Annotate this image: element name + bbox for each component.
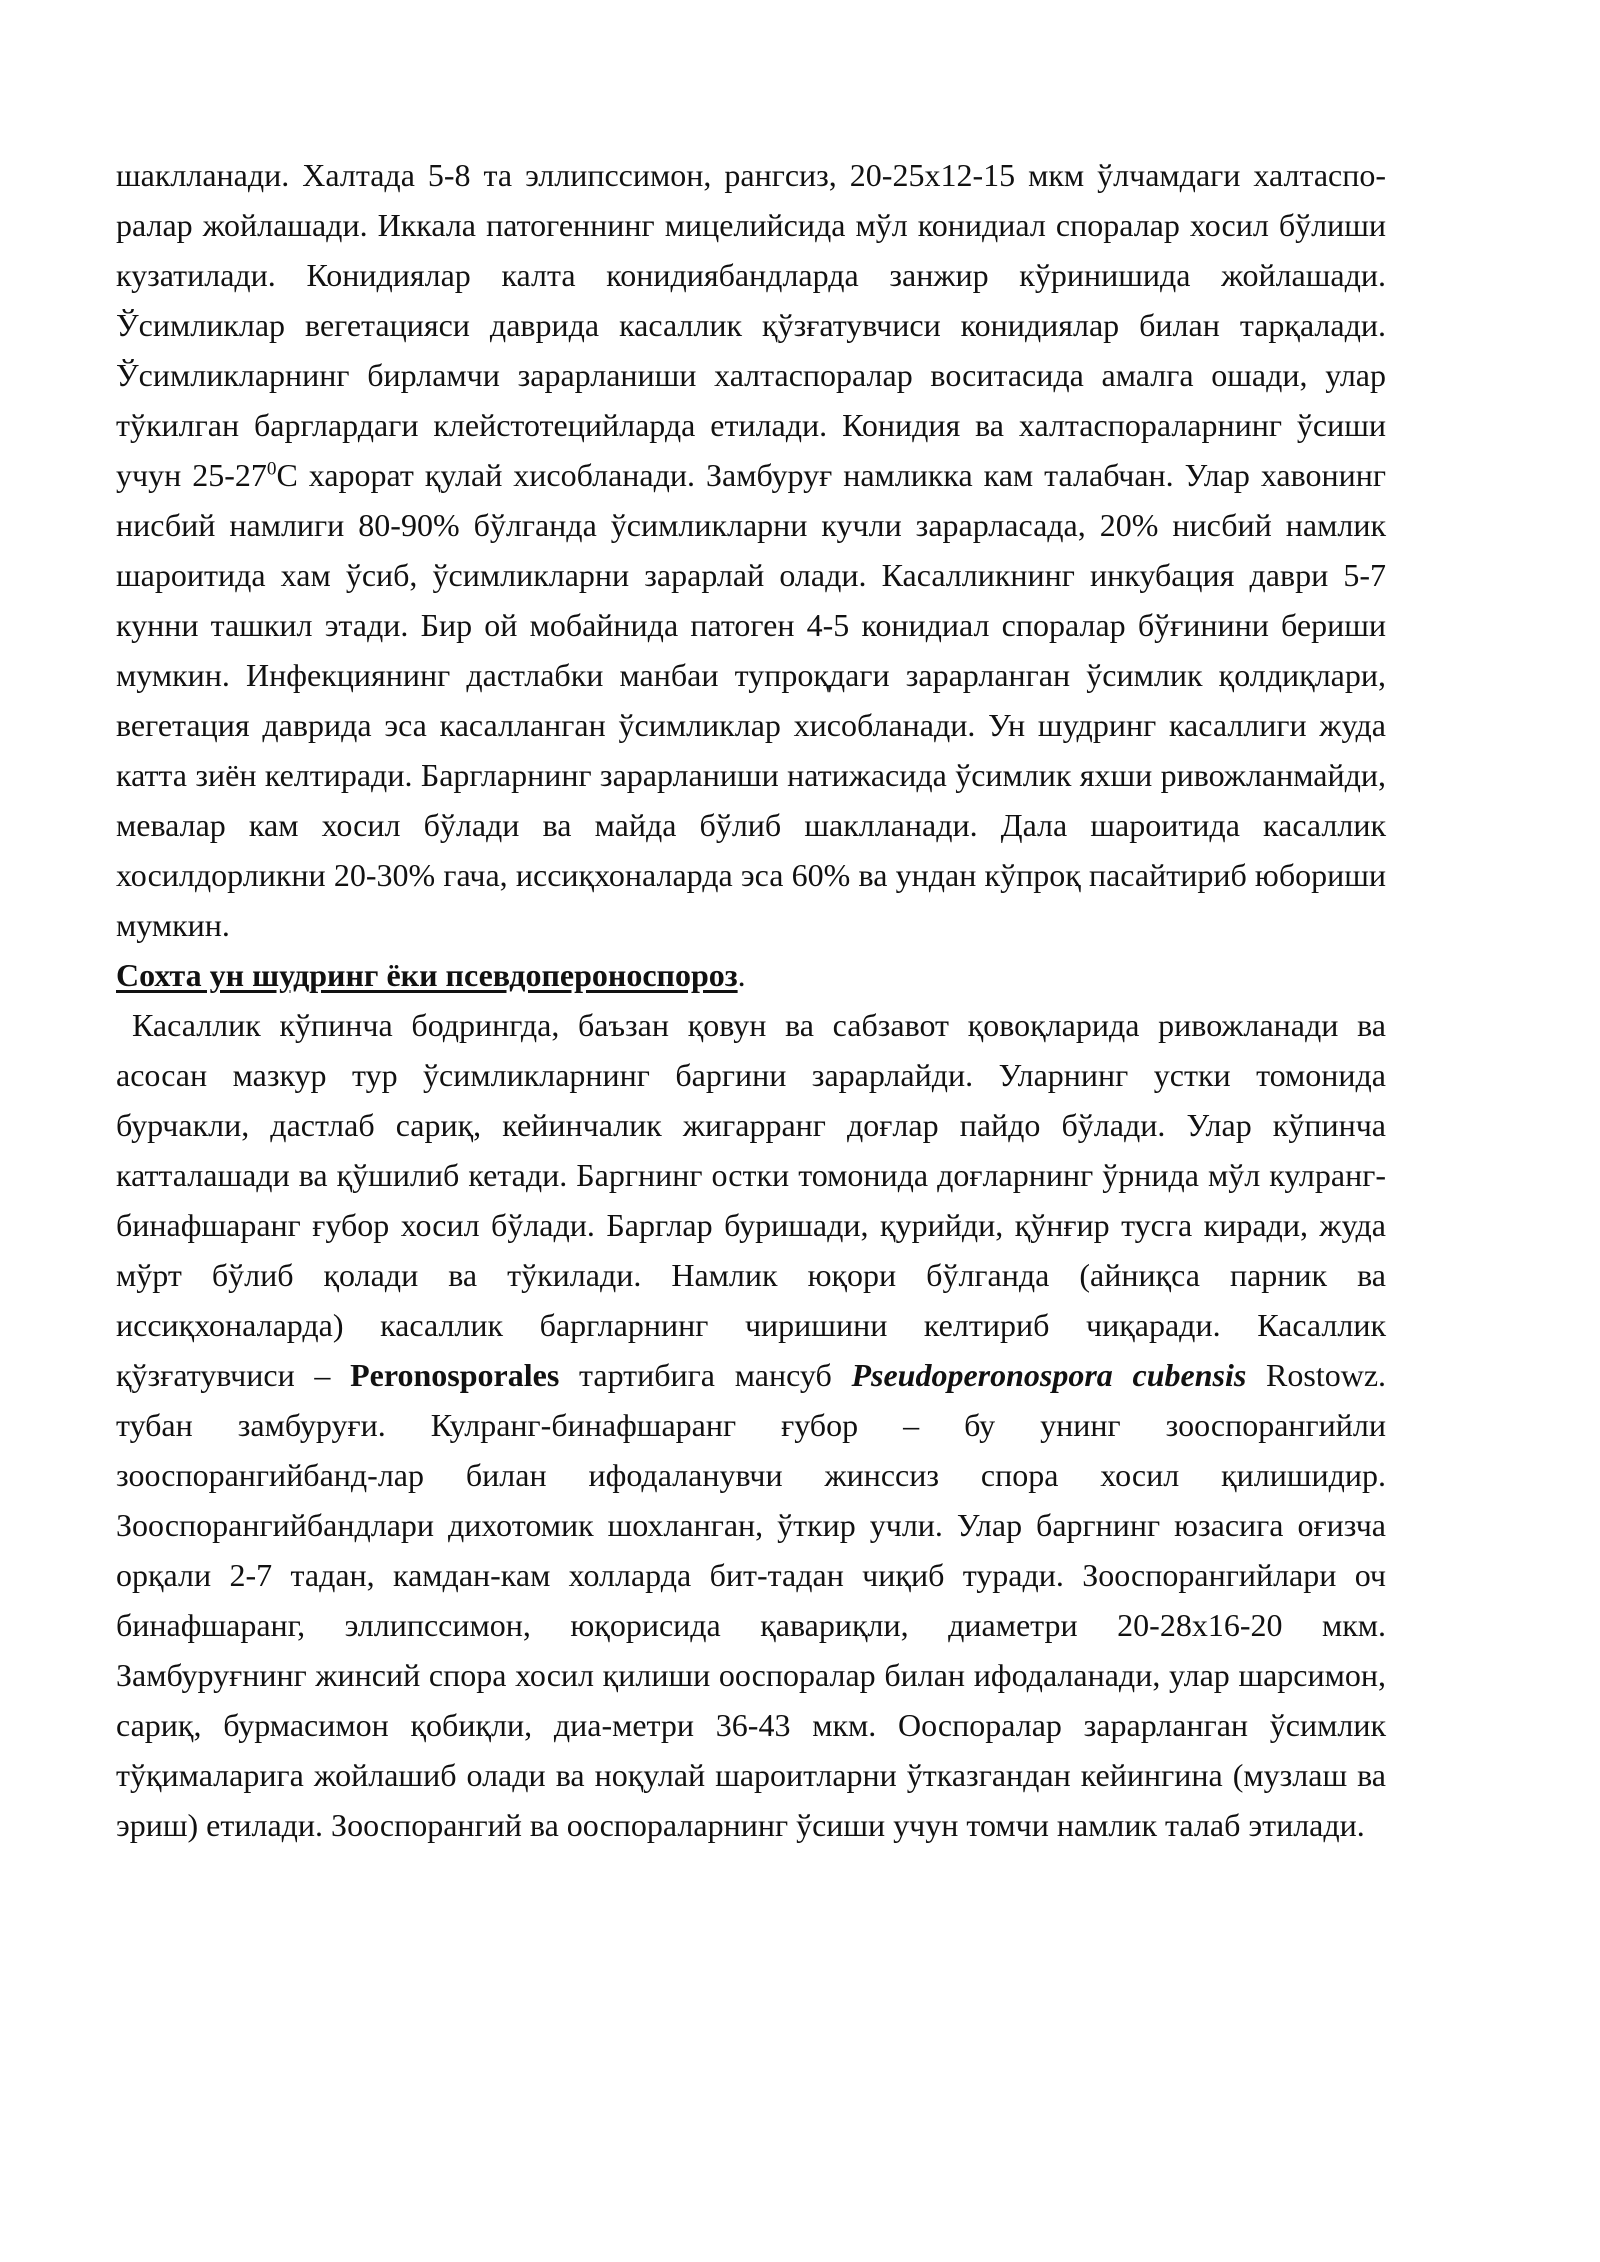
document-page: [116, 150, 1386, 1850]
taxon-order: Peronosporales: [350, 1357, 560, 1393]
degree-superscript: 0: [266, 458, 277, 480]
body-paragraph-2: [116, 1000, 1386, 1850]
paragraph-1-text-a: шаклланади. Халтада 5-8 та эллипссимон, рангсиз, 20-25х12-15 мкм ўлчамдаги халтаспо-ралар жойлашади. Иккала патогеннинг мицелийсида мўл конидиал споралар хосил бўлиши кузатилади. Конидиялар калта конидиябандларда занжир кўринишида жойлашади. Ўсимликлар вегетацияси даврида касаллик қўзғатувчиси конидиялар билан тарқалади. Ўсимликларнинг бирламчи зарарланиши халтаспоралар воситасида амалга ошади, улар тўкилган барглардаги клейстотецийларда етилади. Конидия ва халтаспораларнинг ўсиши учун 25-27: [116, 157, 1386, 493]
body-paragraph-1: [116, 150, 1386, 950]
paragraph-1-text-b: С харорат қулай хисобланади. Замбуруғ намликка кам талабчан. Улар хавонинг нисбий намлиги 80-90% бўлганда ўсимликларни кучли зарарласада, 20% нисбий намлик шароитида хам ўсиб, ўсимликларни зарарлай олади. Касалликнинг инкубация даври 5-7 кунни ташкил этади. Бир ой мобайнида патоген 4-5 конидиал споралар бўғинини бериши мумкин. Инфекциянинг дастлабки манбаи тупроқдаги зарарланган ўсимлик қолдиқлари, вегетация даврида эса касалланган ўсимликлар хисобланади. Ун шудринг касаллиги жуда катта зиён келтиради. Баргларнинг зарарланиши натижасида ўсимлик яхши ривожланмайди, мевалар кам хосил бўлади ва майда бўлиб шаклланади. Дала шароитида касаллик хосилдорликни 20-30% гача, иссиқхоналарда эса 60% ва ундан кўпроқ пасайтириб юбориши мумкин.: [116, 457, 1387, 943]
paragraph-2-text-b: тартибига мансуб: [559, 1357, 852, 1393]
taxon-species: Pseudoperonospora cubensis: [851, 1357, 1247, 1393]
section-heading: [116, 950, 1386, 1000]
paragraph-2-text-a: Касаллик кўпинча бодрингда, баъзан қовун ва сабзавот қовоқларида ривожланади ва асосан мазкур тур ўсимликларнинг баргини зарарлайди. Уларнинг устки томонида бурчакли, дастлаб сариқ, кейинчалик жигарранг доғлар пайдо бўлади. Улар кўпинча катталашади ва қўшилиб кетади. Баргнинг остки томонида доғларнинг ўрнида мўл кулранг-бинафшаранг ғубор хосил бўлади. Барглар буришади, қурийди, қўнғир тусга киради, жуда мўрт бўлиб қолади ва тўкилади. Намлик юқори бўлганда (айниқса парник ва иссиқхоналарда) касаллик баргларнинг чиришини келтириб чиқаради. Касаллик қўзғатувчиси –: [116, 1007, 1386, 1393]
paragraph-2-text-c: Rostowz. тубан замбуруғи. Кулранг-бинафшаранг ғубор – бу унинг зооспорангийли зооспорангийбанд-лар билан ифодаланувчи жинссиз спора хосил қилишидир. Зооспорангийбандлари дихотомик шохланган, ўткир учли. Улар баргнинг юзасига оғизча орқали 2-7 тадан, камдан-кам холларда бит-тадан чиқиб туради. Зооспорангийлари оч бинафшаранг, эллипссимон, юқорисида қавариқли, диаметри 20-28х16-20 мкм. Замбуруғнинг жинсий спора хосил қилиши ооспоралар билан ифодаланади, улар шарсимон, сариқ, бурмасимон қобиқли, диа-метри 36-43 мкм. Ооспоралар зарарланган ўсимлик тўқималарига жойлашиб олади ва ноқулай шароитларни ўтказгандан кейингина (музлаш ва эриш) етилади. Зооспорангий ва ооспораларнинг ўсиши учун томчи намлик талаб этилади.: [116, 1357, 1387, 1843]
section-heading-suffix: .: [737, 957, 746, 993]
section-heading-title: Сохта ун шудринг ёки псевдопероноспороз: [116, 957, 738, 993]
